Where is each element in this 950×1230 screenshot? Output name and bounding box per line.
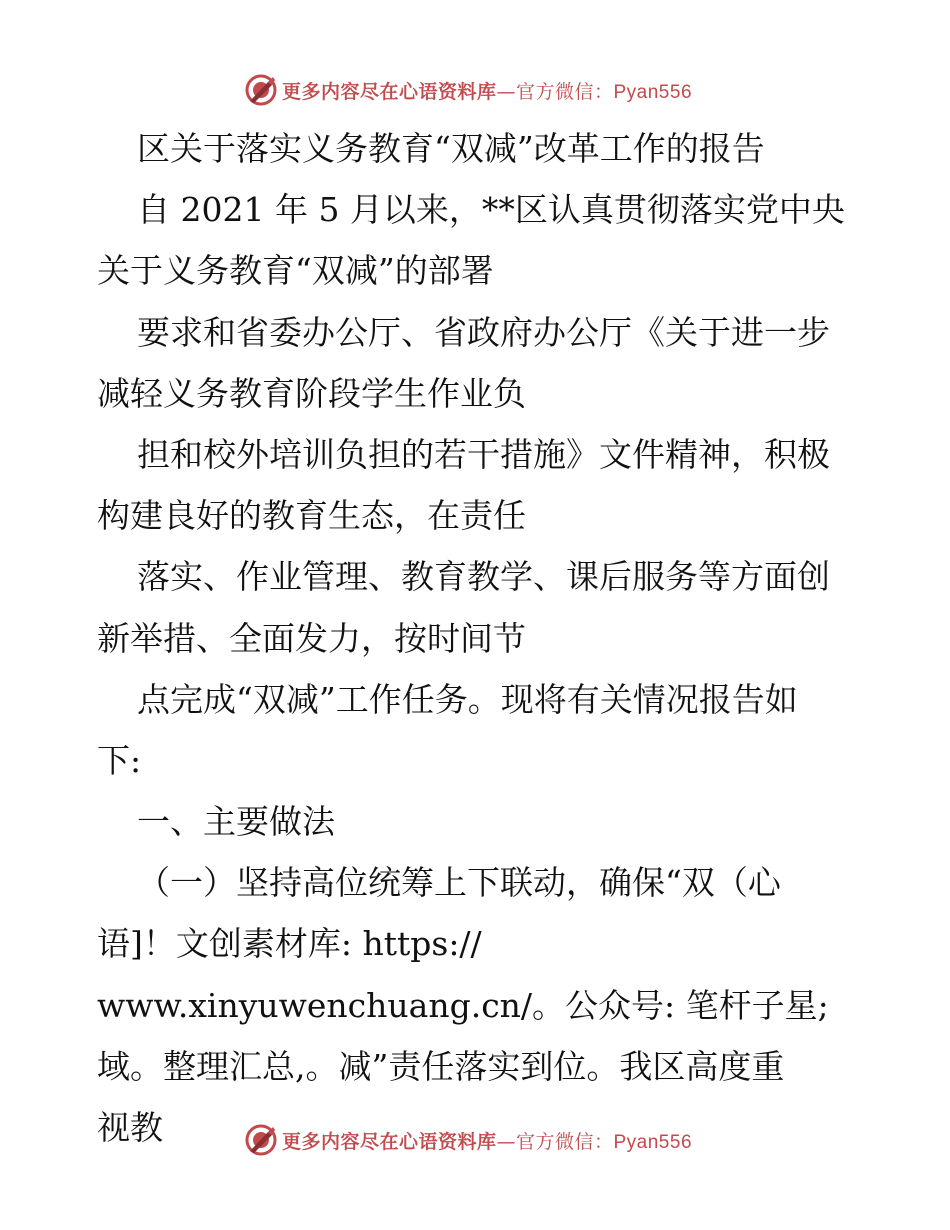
text-line bbox=[97, 975, 857, 1036]
document-body bbox=[97, 118, 857, 1158]
watermark-separator: — bbox=[496, 80, 516, 103]
line-text: 关于义务教育“双减”的部署 bbox=[97, 251, 494, 291]
text-line bbox=[97, 363, 857, 424]
watermark-main: 更多内容尽在心语资料库 bbox=[281, 80, 497, 103]
line-text: 落实、作业管理、教育教学、课后服务等方面创 bbox=[137, 557, 830, 597]
line-text: 域。整理汇总,。减”责任落实到位。我区高度重 bbox=[97, 1046, 785, 1086]
line-text: 区关于落实义务教育“双减”改革工作的报告 bbox=[137, 129, 765, 168]
watermark-label: 官方微信： bbox=[515, 80, 614, 103]
watermark-text bbox=[282, 77, 692, 104]
text-line bbox=[97, 669, 857, 730]
line-text: 减轻义务教育阶段学生作业负 bbox=[97, 373, 526, 413]
text-line bbox=[97, 913, 857, 974]
text-line bbox=[97, 302, 857, 363]
section-heading bbox=[97, 791, 857, 852]
line-text: 构建良好的教育生态，在责任 bbox=[97, 496, 526, 536]
text-line bbox=[97, 608, 857, 669]
watermark-account: Pyan556 bbox=[613, 1131, 693, 1153]
watermark-account: Pyan556 bbox=[613, 81, 693, 103]
watermark-separator: — bbox=[496, 1130, 516, 1153]
text-line bbox=[97, 546, 857, 607]
line-text: 下: bbox=[97, 740, 142, 780]
footer-watermark-banner bbox=[0, 1120, 950, 1160]
text-line bbox=[97, 730, 857, 791]
line-text: 一、主要做法 bbox=[137, 802, 335, 842]
line-text: www.xinyuwenchuang.cn/。公众号: 笔杆子星; bbox=[97, 985, 829, 1025]
watermark-main: 更多内容尽在心语资料库 bbox=[281, 1130, 497, 1153]
watermark-label: 官方微信： bbox=[515, 1130, 614, 1153]
line-text: 新举措、全面发力，按时间节 bbox=[97, 618, 526, 658]
text-line bbox=[97, 1036, 857, 1097]
line-text: 点完成“双减”工作任务。现将有关情况报告如 bbox=[137, 679, 798, 719]
line-text: （一）坚持高位统筹上下联动，确保“双（心 bbox=[137, 863, 781, 903]
text-line bbox=[97, 485, 857, 546]
text-line bbox=[97, 179, 857, 240]
pen-logo-icon bbox=[244, 73, 278, 107]
line-text: 视教 bbox=[97, 1108, 163, 1147]
text-line bbox=[97, 424, 857, 485]
line-text: 要求和省委办公厅、省政府办公厅《关于进一步 bbox=[137, 312, 830, 352]
text-line bbox=[97, 118, 857, 179]
line-text: 语]！文创素材库: https:// bbox=[97, 924, 482, 964]
line-text: 自 2021 年 5 月以来，**区认真贯彻落实党中央 bbox=[137, 190, 845, 230]
header-watermark-banner bbox=[0, 70, 950, 110]
watermark-text bbox=[282, 1127, 692, 1154]
pen-logo-icon bbox=[244, 1123, 278, 1157]
text-line bbox=[97, 240, 857, 301]
subsection-heading bbox=[97, 852, 857, 913]
line-text: 担和校外培训负担的若干措施》文件精神，积极 bbox=[137, 434, 830, 474]
